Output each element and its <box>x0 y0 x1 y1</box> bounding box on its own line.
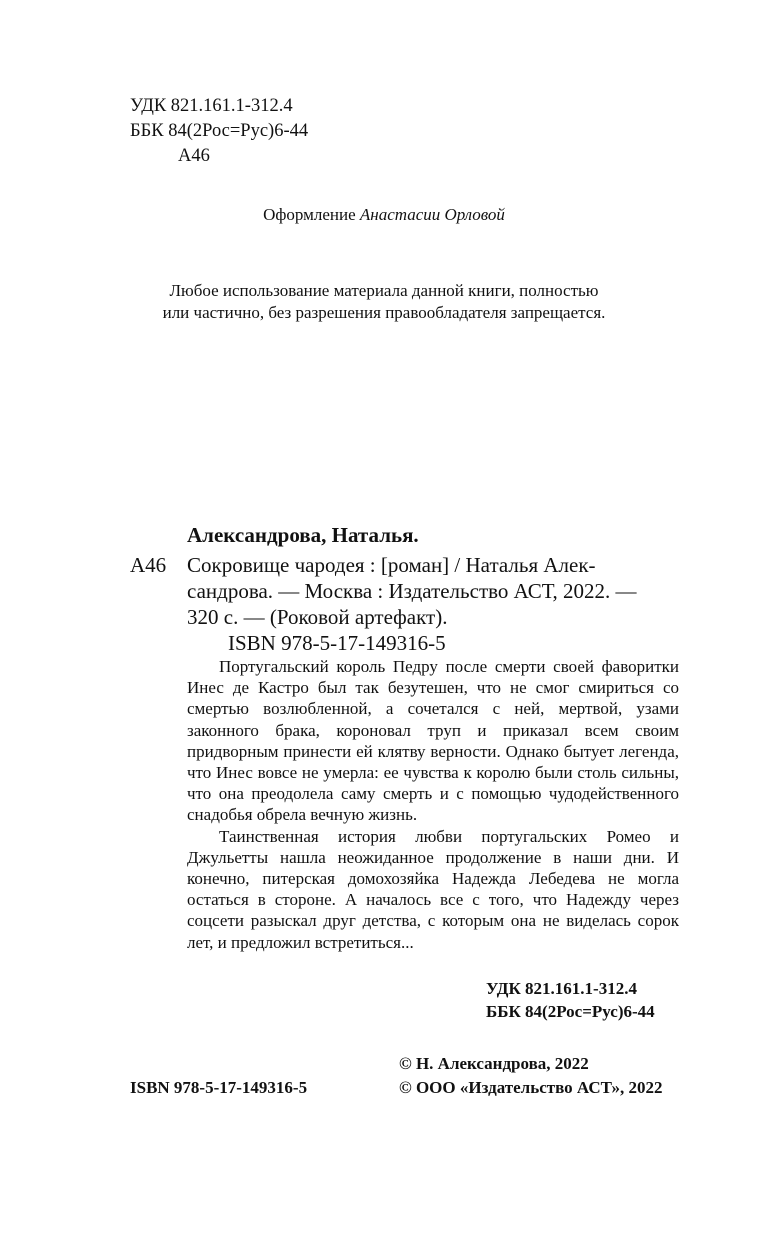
record-isbn: ISBN 978-5-17-149316-5 <box>228 631 446 655</box>
annotation-paragraph-2: Таинственная история любви португальских Ромео и Джульетты нашла неожиданное продолжение в наши дни. И конечно, питерская домохозяйка Надежда Лебедева не могла остаться в стороне. А началось все с того, что Надежду через соцсети разыскал друг детства, с которым она не виделась сорок лет, и предложил встретиться... <box>187 826 679 952</box>
copyright-notice-line-1: Любое использование материала данной книги, полностью <box>169 281 599 300</box>
design-credit <box>0 205 768 225</box>
record-description-line-1: Сокровище чародея : [роман] / Наталья Алек- <box>187 553 596 577</box>
copyright-notice-line-2: или частично, без разрешения правообладателя запрещается. <box>162 303 606 322</box>
design-credit-prefix: Оформление <box>263 205 360 224</box>
bbk-code: ББК 84(2Рос=Рус)6-44 <box>130 121 309 141</box>
author-mark: А46 <box>178 146 210 166</box>
record-description-line-2: сандрова. — Москва : Издательство АСТ, 2022. — <box>187 579 637 603</box>
annotation <box>187 656 679 953</box>
copyright-publisher: © ООО «Издательство АСТ», 2022 <box>399 1078 663 1097</box>
footer-bbk-code: ББК 84(2Рос=Рус)6-44 <box>486 1002 655 1021</box>
footer-isbn: ISBN 978-5-17-149316-5 <box>130 1078 308 1097</box>
record-description-line-3: 320 с. — (Роковой артефакт). <box>187 605 448 629</box>
annotation-paragraph-1: Португальский король Педру после смерти своей фаворитки Инес де Кастро был так безутешен, что не смог смириться со смертью возлюбленной, а сочетался с ней, мертвой, узами законного брака, короновал труп и приказал всем своим придворным принести ей клятву верности. Однако бытует легенда, что Инес вовсе не умерла: ее чувства к королю были столь сильны, что она преодолела саму смерть и с помощью чудодейственного снадобья обрела вечную жизнь. <box>187 657 679 825</box>
copyright-author: © Н. Александрова, 2022 <box>399 1054 589 1073</box>
record-mark: А46 <box>130 553 167 577</box>
footer-udk-code: УДК 821.161.1-312.4 <box>486 979 637 998</box>
design-credit-name: Анастасии Орловой <box>359 205 505 224</box>
udk-code: УДК 821.161.1-312.4 <box>130 96 293 116</box>
author-heading: Александрова, Наталья. <box>187 523 419 547</box>
